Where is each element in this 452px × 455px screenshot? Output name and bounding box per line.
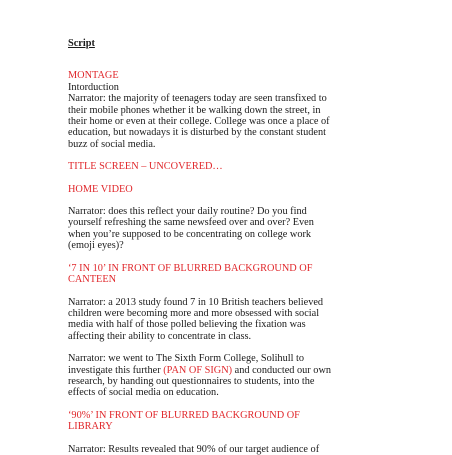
section-90-percent — [68, 410, 398, 433]
narration-text: investigate this further — [68, 364, 164, 376]
section-home-video — [68, 184, 398, 195]
section-7-in-10-narration — [68, 297, 398, 343]
narration-line: buzz of social media. — [68, 138, 156, 150]
section-heading: MONTAGE — [68, 70, 119, 82]
section-heading: CANTEEN — [68, 274, 117, 286]
section-7-in-10-narration-2 — [68, 353, 398, 399]
document-title: Script — [68, 38, 95, 49]
narration-text: and conducted our own — [232, 364, 332, 376]
section-heading: ‘90%’ IN FRONT OF BLURRED BACKGROUND OF — [68, 409, 300, 421]
narration-line: affecting their ability to concentrate in class. — [68, 330, 252, 342]
narration-line: education, but nowadays it is disturbed by the constant student — [68, 127, 326, 139]
narration-line: (emoji eyes)? — [68, 240, 124, 252]
narration-line: Narrator: we went to The Sixth Form College, Solihull to — [68, 353, 305, 365]
section-heading: TITLE SCREEN – UNCOVERED… — [68, 161, 223, 173]
section-subheading: Intorduction — [68, 81, 119, 93]
narration-line: effects of social media on education. — [68, 387, 219, 399]
narration-line — [68, 365, 398, 376]
narration-line: media with half of those polled believing the fixation was — [68, 319, 306, 331]
narration-line: their mobile phones whether it be walking down the street, in — [68, 104, 321, 116]
section-heading: ‘7 IN 10’ IN FRONT OF BLURRED BACKGROUND OF — [68, 262, 313, 274]
narration-line: children were becoming more and more obsessed with social — [68, 307, 320, 319]
narration-line: Narrator: the majority of teenagers today are seen transfixed to — [68, 93, 327, 105]
section-heading: LIBRARY — [68, 421, 113, 433]
narration-line: when you’re supposed to be concentrating on college work — [68, 228, 312, 240]
narration-line: Narrator: does this reflect your daily routine? Do you find — [68, 206, 307, 218]
script-body — [68, 38, 398, 455]
section-home-video-narration — [68, 206, 398, 252]
section-title-screen — [68, 161, 398, 172]
section-7-in-10 — [68, 263, 398, 286]
section-montage — [68, 70, 398, 150]
section-heading: HOME VIDEO — [68, 183, 133, 195]
narration-line: Narrator: a 2013 study found 7 in 10 British teachers believed — [68, 296, 324, 308]
stage-direction: (PAN OF SIGN) — [163, 364, 233, 376]
narration-line: Narrator: Results revealed that 90% of our target audience of — [68, 443, 320, 455]
narration-line: their home or even at their college. College was once a place of — [68, 116, 330, 128]
narration-line: yourself refreshing the same newsfeed over and over? Even — [68, 217, 314, 229]
narration-line: research, by handing out questionnaires to students, into the — [68, 375, 315, 387]
section-90-percent-narration — [68, 444, 398, 455]
